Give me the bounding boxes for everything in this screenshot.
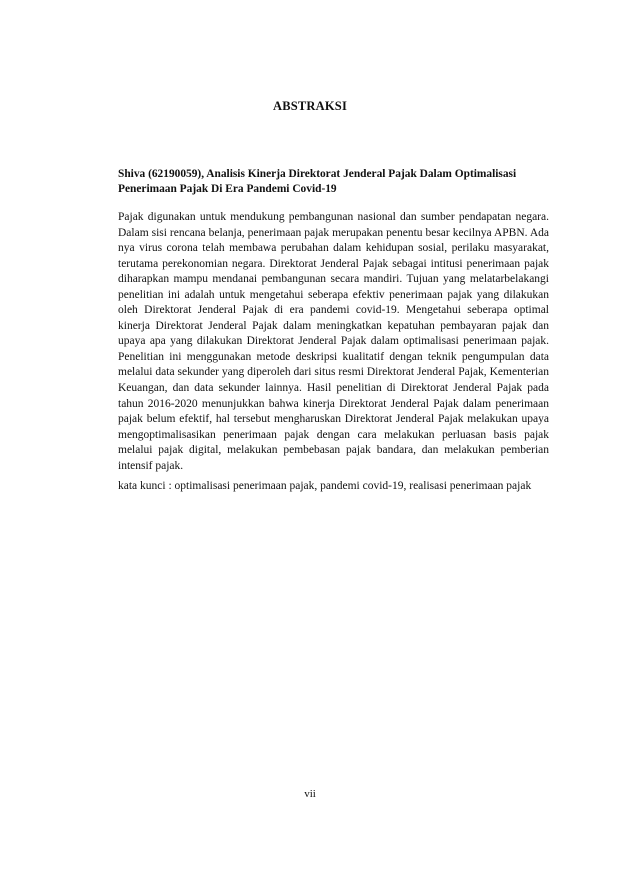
abstract-heading: Shiva (62190059), Analisis Kinerja Direktorat Jenderal Pajak Dalam Optimalisasi Penerimaan Pajak Di Era Pandemi Covid-19	[118, 168, 517, 195]
keywords-paragraph: kata kunci : optimalisasi penerimaan pajak, pandemi covid-19, realisasi penerimaan pajak	[118, 480, 532, 492]
page-number: vii	[304, 788, 316, 800]
page-title: ABSTRAKSI	[272, 99, 348, 113]
abstract-body: Pajak digunakan untuk mendukung pembangunan nasional dan sumber pendapatan negara. Dalam sisi rencana belanja, penerimaan pajak merupakan penentu besar kecilnya APBN. Ada nya virus corona telah membawa perubahan dalam kehidupan sosial, perilaku masyarakat, terutama perekonomian negara. Direktorat Jenderal Pajak sebagai intitusi penerimaan pajak diharapkan mampu mendanai pembangunan secara mandiri. Tujuan yang melatarbelakangi penelitian ini adalah untuk mengetahui seberapa efektiv penerimaan pajak yang dilakukan oleh Direktorat Jenderal Pajak di era pandemi covid-19. Mengetahui seberapa optimal kinerja Direktorat Jenderal Pajak dalam meningkatkan kepatuhan pembayaran pajak dan upaya apa yang dilakukan Direktorat Jenderal Pajak dalam optimalisasi penerimaan pajak. Penelitian ini menggunakan metode deskripsi kualitatif dengan teknik pengumpulan data melalui data sekunder yang diperoleh dari situs resmi Direktorat Jenderal Pajak, Kementerian Keuangan, dan data sekunder lainnya. Hasil penelitian di Direktorat Jenderal Pajak pada tahun 2016-2020 menunjukkan bahwa kinerja Direktorat Jenderal Pajak dalam penerimaan pajak belum efektif, hal tersebut mengharuskan Direktorat Jenderal Pajak melakukan upaya mengoptimalisasikan penerimaan pajak dengan cara melakukan perluasan basis pajak melalui pajak digital, melakukan pembebasan pajak bandara, dan melakukan pemberian intensif pajak.	[118, 211, 549, 472]
